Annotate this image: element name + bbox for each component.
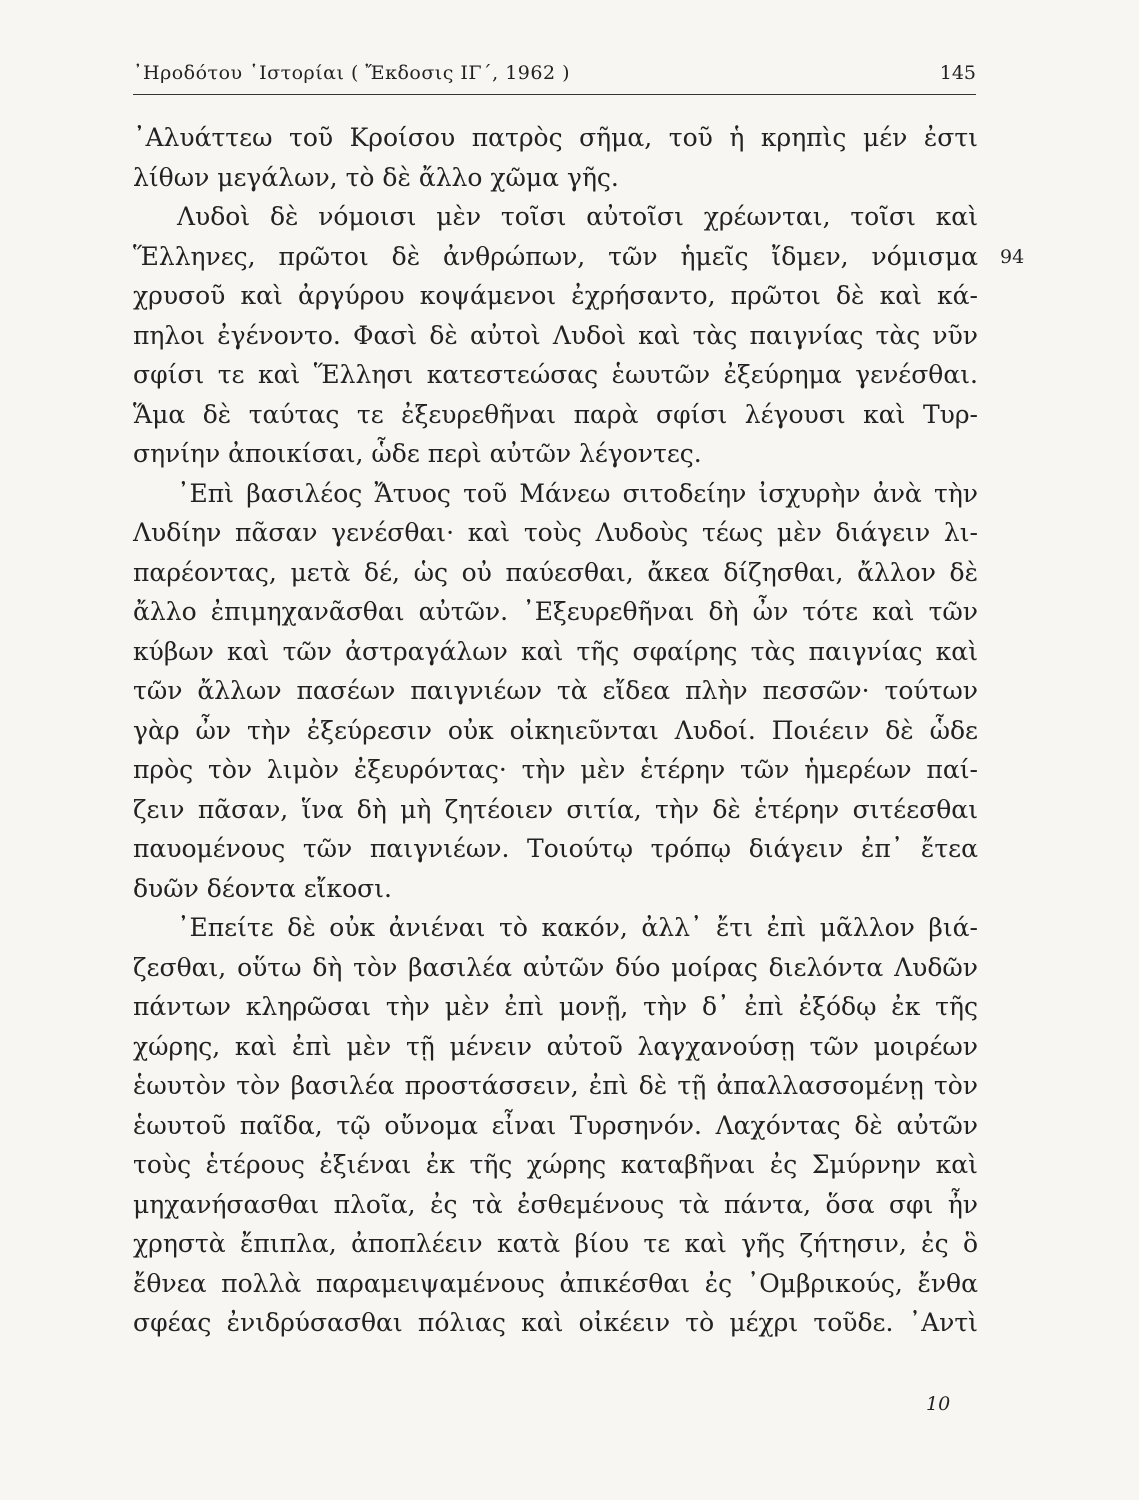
text-line: Λυδίην πᾶσαν γενέσθαι· καὶ τοὺς Λυδοὺς τέως μὲν διάγειν λι- [133,518,978,547]
text-line: ἑωυτὸν τὸν βασιλέα προστάσσειν, ἐπὶ δὲ τῇ ἀπαλλασσομένῃ τὸν [133,1071,978,1100]
text-line: πάντων κληρῶσαι τὴν μὲν ἐπὶ μονῇ, τὴν δ᾿ ἐπὶ ἐξόδῳ ἐκ τῆς [133,992,978,1021]
text-line: ζεσθαι, οὕτω δὴ τὸν βασιλέα αὐτῶν δύο μοίρας διελόντα Λυδῶν [133,952,978,982]
chapter-margin-number: 94 [1000,246,1025,268]
running-header [133,56,976,95]
text-line: χώρης, καὶ ἐπὶ μὲν τῇ μένειν αὐτοῦ λαγχανούσῃ τῶν μοιρέων [133,1031,978,1061]
body-text [133,118,978,1343]
text-line: παυομένους τῶν παιγνιέων. Τοιούτῳ τρόπῳ διάγειν ἐπ᾿ ἔτεα [133,834,978,863]
text-line: Ἅμα δὲ ταύτας τε ἐξευρεθῆναι παρὰ σφίσι λέγουσι καὶ Τυρ- [133,399,978,429]
text-line: ᾿Επὶ βασιλέος Ἄτυος τοῦ Μάνεω σιτοδείην ἰσχυρὴν ἀνὰ τὴν [177,478,978,508]
text-line: ᾿Αλυάττεω τοῦ Κροίσου πατρὸς σῆμα, τοῦ ἡ κρηπὶς μέν ἐστι [133,123,978,152]
text-line: Ἕλληνες, πρῶτοι δὲ ἀνθρώπων, τῶν ἡμεῖς ἴδμεν, νόμισμα [133,241,978,271]
printer-signature: 10 [926,1393,951,1415]
text-line: τῶν ἄλλων πασέων παιγνιέων τὰ εἴδεα πλὴν πεσσῶν· τούτων [133,676,978,705]
text-line: χρυσοῦ καὶ ἀργύρου κοψάμενοι ἐχρήσαντο, πρῶτοι δὲ καὶ κά- [133,281,978,310]
text-line: γὰρ ὦν τὴν ἐξεύρεσιν οὐκ οἰκηιεῦνται Λυδοί. Ποιέειν δὲ ὧδε [133,715,978,745]
running-title: ᾿Ηροδότου ῾Ιστορίαι ( Ἔκδοσις ΙΓ΄, 1962 ) [133,62,570,84]
page-number: 145 [939,62,976,84]
text-line: χρηστὰ ἔπιπλα, ἀποπλέειν κατὰ βίου τε καὶ γῆς ζήτησιν, ἐς ὃ [133,1229,978,1258]
text-line: δυῶν δέοντα εἴκοσι. [133,873,392,903]
text-line: τοὺς ἑτέρους ἐξιέναι ἐκ τῆς χώρης καταβῆναι ἐς Σμύρνην καὶ [133,1150,978,1179]
text-line: ζειν πᾶσαν, ἵνα δὴ μὴ ζητέοιεν σιτία, τὴν δὲ ἑτέρην σιτέεσθαι [133,794,978,824]
text-line: σηνίην ἀποικίσαι, ὧδε περὶ αὐτῶν λέγοντες. [133,439,702,468]
text-line: πρὸς τὸν λιμὸν ἐξευρόντας· τὴν μὲν ἑτέρην τῶν ἡμερέων παί- [133,755,978,784]
text-line: κύβων καὶ τῶν ἀστραγάλων καὶ τῆς σφαίρης τὰς παιγνίας καὶ [133,636,978,666]
text-line: πηλοι ἐγένοντο. Φασὶ δὲ αὐτοὶ Λυδοὶ καὶ τὰς παιγνίας τὰς νῦν [133,320,978,350]
text-line: ἄλλο ἐπιμηχανᾶσθαι αὐτῶν. ᾿Εξευρεθῆναι δὴ ὦν τότε καὶ τῶν [133,597,978,626]
text-line: σφίσι τε καὶ Ἕλλησι κατεστεώσας ἑωυτῶν ἐξεύρημα γενέσθαι. [133,360,978,389]
text-line: σφέας ἐνιδρύσασθαι πόλιας καὶ οἰκέειν τὸ μέχρι τοῦδε. ᾿Αντὶ [133,1308,978,1337]
text-line: λίθων μεγάλων, τὸ δὲ ἄλλο χῶμα γῆς. [133,162,619,192]
text-line: ᾿Επείτε δὲ οὐκ ἀνιέναι τὸ κακόν, ἀλλ᾿ ἔτι ἐπὶ μᾶλλον βιά- [177,913,978,942]
text-line: ἑωυτοῦ παῖδα, τῷ οὔνομα εἶναι Τυρσηνόν. Λαχόντας δὲ αὐτῶν [133,1110,978,1140]
text-line: μηχανήσασθαι πλοῖα, ἐς τὰ ἐσθεμένους τὰ πάντα, ὅσα σφι ἦν [133,1189,978,1219]
text-line: Λυδοὶ δὲ νόμοισι μὲν τοῖσι αὐτοῖσι χρέωνται, τοῖσι καὶ [177,202,978,231]
text-line: παρέοντας, μετὰ δέ, ὡς οὐ παύεσθαι, ἄκεα δίζησθαι, ἄλλον δὲ [133,557,978,587]
text-line: ἔθνεα πολλὰ παραμειψαμένους ἀπικέσθαι ἐς ᾿Ομβρικούς, ἔνθα [133,1268,978,1298]
